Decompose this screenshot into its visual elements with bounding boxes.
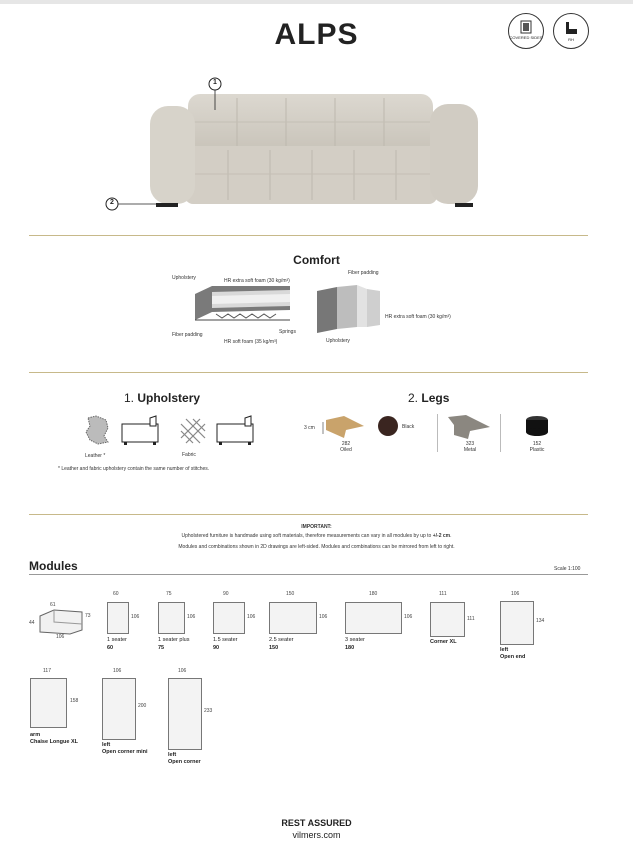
seater25-box [269, 602, 317, 634]
seater25-depth: 106 [319, 614, 328, 620]
label-fiber-padding-back: Fiber padding [348, 270, 379, 276]
open-end-line1: left [500, 647, 509, 653]
plastic-name: Plastic [529, 447, 545, 453]
open-end-line2: Open end [500, 654, 526, 660]
seater1-depth: 106 [131, 614, 140, 620]
black-swatch-icon [376, 414, 400, 438]
legs-number: 2. [408, 391, 419, 405]
label-springs: Springs [279, 329, 296, 335]
seater-plus-depth: 106 [187, 614, 196, 620]
oiled-name: Oiled [340, 447, 352, 453]
seater3-width: 180 [369, 591, 378, 597]
legs-divider [500, 414, 501, 452]
seater15-code: 90 [213, 645, 220, 651]
corner-mini-line2: Open corner mini [102, 749, 148, 755]
seat-cushion-diagram [190, 284, 300, 332]
seater-plus-box [158, 602, 185, 634]
open-end-box [500, 601, 534, 645]
seater3-code: 180 [345, 645, 355, 651]
open-corner-line2: Open corner [168, 759, 201, 765]
modules-title: Modules [29, 559, 78, 573]
seater-plus-code: 75 [158, 645, 165, 651]
seater15-box [213, 602, 245, 634]
covered-sides-badge [508, 13, 544, 49]
leather-label: Leather * [85, 453, 106, 459]
seater25-code: 150 [269, 645, 279, 651]
arm-dim-106: 106 [56, 634, 65, 640]
footer-tagline: REST ASSURED [281, 818, 352, 828]
open-corner-line1: left [168, 752, 177, 758]
seater3-depth: 106 [404, 614, 413, 620]
seater15-width: 90 [223, 591, 229, 597]
corner-depth: 111 [467, 616, 475, 622]
open-corner-depth: 233 [204, 708, 213, 714]
corner-box [430, 602, 465, 637]
divider [29, 235, 588, 236]
upholstery-heading [124, 391, 200, 405]
callout-1: 1 [213, 79, 217, 86]
label-hr-soft: HR soft foam (35 kg/m³) [224, 339, 278, 345]
metal-leg-icon [444, 413, 494, 441]
important-line-2: Modules and combinations shown in 2D drawings are left-sided. Modules and combinations can be mirrored from left to right. [178, 544, 455, 550]
label-fiber-padding: Fiber padding [172, 332, 203, 338]
seater15-name: 1.5 seater [213, 637, 238, 643]
metal-code: 323 [465, 441, 475, 447]
open-end-depth: 134 [536, 618, 545, 624]
oiled-leg-icon [320, 412, 370, 442]
scale-label: Scale 1:100 [554, 566, 581, 572]
fabric-icon [178, 416, 208, 446]
open-corner-box [168, 678, 202, 750]
seater3-box [345, 602, 402, 634]
important-title: IMPORTANT: [301, 524, 332, 530]
chaise-line1: arm [30, 732, 41, 738]
legs-divider [437, 414, 438, 452]
upholstery-title: Upholstery [137, 391, 201, 405]
seater25-name: 2.5 seater [269, 637, 294, 643]
comfort-title: Comfort [293, 253, 340, 267]
fabric-label: Fabric [182, 452, 196, 458]
top-border [0, 0, 633, 4]
modules-divider [29, 574, 588, 575]
upholstery-number: 1. [124, 391, 135, 405]
corner-width: 111 [439, 591, 447, 597]
arm-dim-44: 44 [29, 620, 35, 626]
seater1-name: 1 seater [107, 637, 127, 643]
corner-mini-box [102, 678, 136, 740]
label-upholstery: Upholstery [172, 275, 196, 281]
chaise-width: 117 [43, 668, 51, 674]
important-line-1 [0, 533, 633, 539]
legs-title: Legs [421, 391, 450, 405]
footer-url[interactable]: vilmers.com [292, 830, 341, 840]
product-title: ALPS [274, 18, 359, 51]
corner-name: Corner XL [430, 639, 457, 645]
seat-height-icon [554, 14, 588, 48]
callout-lines [100, 70, 240, 220]
open-end-width: 106 [511, 591, 520, 597]
chaise-box [30, 678, 67, 728]
seater3-name: 3 seater [345, 637, 365, 643]
arm-dim-73: 73 [85, 613, 91, 619]
covered-sides-icon [509, 14, 543, 48]
seater-plus-width: 75 [166, 591, 172, 597]
oiled-code: 282 [341, 441, 351, 447]
seater15-depth: 106 [247, 614, 256, 620]
callout-2: 2 [110, 199, 114, 206]
label-hr-extra-soft-back: HR extra soft foam (30 kg/m³) [385, 314, 451, 320]
sofa-arm-icon-2 [215, 414, 255, 446]
black-name: Black [402, 424, 415, 430]
seater1-code: 60 [107, 645, 114, 651]
arm-dim-61: 61 [50, 602, 56, 608]
chaise-depth: 158 [70, 698, 79, 704]
leather-icon [82, 414, 112, 446]
seater25-width: 150 [286, 591, 295, 597]
corner-mini-width: 106 [113, 668, 122, 674]
important-tolerance: +/-2 cm [432, 533, 451, 539]
corner-mini-depth: 200 [138, 703, 147, 709]
open-corner-width: 106 [178, 668, 187, 674]
covered-sides-label: COVERED SIDES [509, 35, 543, 40]
label-hr-extra-soft: HR extra soft foam (30 kg/m³) [224, 278, 290, 284]
divider [29, 372, 588, 373]
important-line-1-end: . [450, 533, 452, 539]
seater-plus-name: 1 seater plus [158, 637, 190, 643]
seater1-box [107, 602, 129, 634]
divider [29, 514, 588, 515]
back-cushion-diagram [312, 283, 387, 335]
seat-height-badge [553, 13, 589, 49]
chaise-line2: Chaise Longue XL [30, 739, 78, 745]
corner-mini-line1: left [102, 742, 111, 748]
plastic-code: 152 [532, 441, 542, 447]
legs-heading [408, 391, 449, 405]
leg-height-label: 3 cm [304, 425, 315, 431]
upholstery-note: * Leather and fabric upholstery contain the same number of stitches. [58, 466, 210, 472]
label-upholstery-back: Upholstery [326, 338, 350, 344]
metal-name: Metal [463, 447, 477, 453]
seater1-width: 60 [113, 591, 119, 597]
important-line-1-text: Upholstered furniture is handmade using soft materials, therefore measurements can vary in all modules by up to [181, 533, 433, 539]
arm-module-drawing [36, 608, 86, 636]
plastic-leg-icon [522, 414, 552, 438]
sofa-arm-icon [120, 414, 160, 446]
seat-height-label: RH [568, 37, 574, 42]
